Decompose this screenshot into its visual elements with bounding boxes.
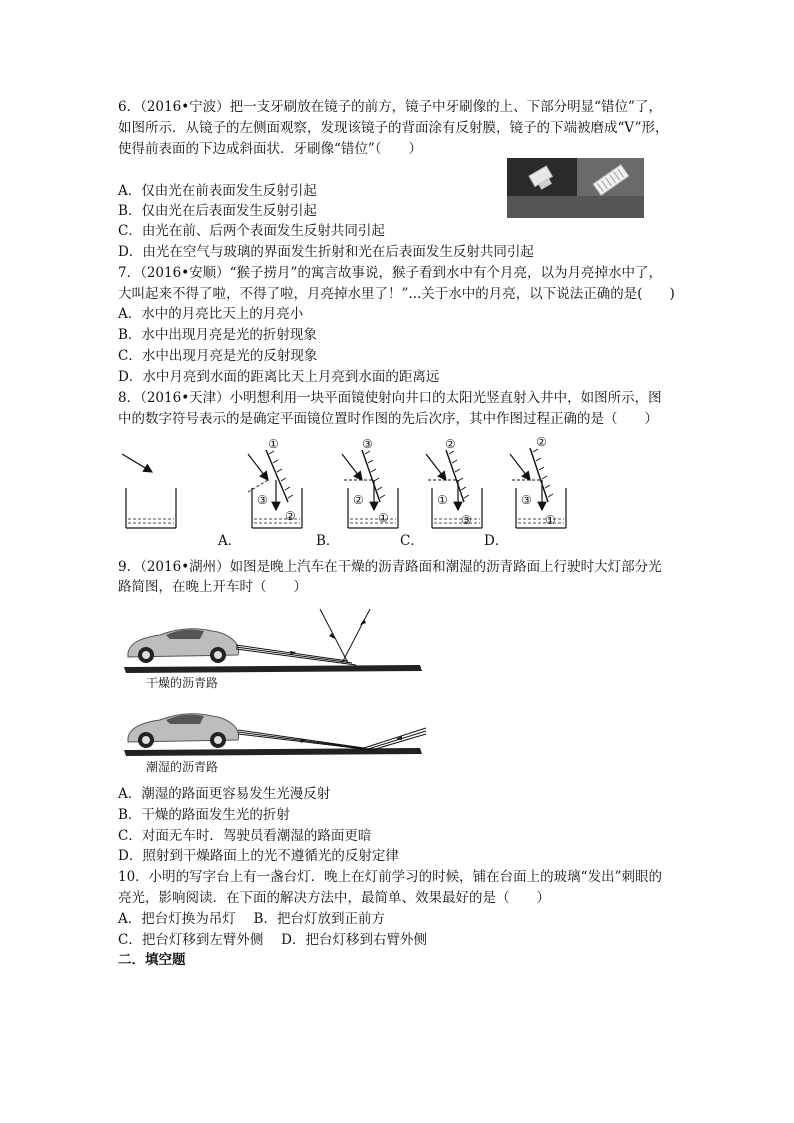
q8-line-2: 中的数字符号表示的是确定平面镜位置时作图的先后次序，其中作图过程正确的是（ ） <box>118 411 658 427</box>
q6-option-c: C．由光在前、后两个表面发生反射共同引起 <box>118 223 385 239</box>
q9-line-1: 9．（2016•湖州）如图是晚上汽车在干燥的沥青路面和潮湿的沥青路面上行驶时大灯部分光 <box>118 559 662 575</box>
q10-line-1: 10．小明的写字台上有一盏台灯．晚上在灯前学习的时候，铺在台面上的玻璃“发出”刺眼的 <box>118 869 662 885</box>
q9-option-c: C．对面无车时．驾驶员看潮湿的路面更暗 <box>118 828 372 844</box>
q8-label-d: D． <box>484 533 509 549</box>
caption-dry-road: 干燥的沥青路 <box>146 676 219 690</box>
q10-line-2: 亮光，影响阅读．在下面的解决方法中，最简单、效果最好的是（ ） <box>118 890 550 906</box>
car-icon <box>128 714 239 748</box>
q9-option-b: B．干燥的路面发生光的折射 <box>118 807 290 823</box>
q8-label-c: C． <box>400 533 424 549</box>
circled-a-2: ③ <box>257 493 268 507</box>
dry-road-figure <box>120 605 430 677</box>
q6-line-2: 如图所示．从镜子的左侧面观察，发现该镜子的背面涂有反射膜，镜子的下端被磨成“V”形， <box>118 120 669 136</box>
well-option-d <box>510 448 566 528</box>
car-icon <box>128 629 239 663</box>
q9-option-d: D．照射到干燥路面上的光不遵循光的反射定律 <box>118 848 399 864</box>
q8-label-a: A． <box>218 533 242 549</box>
well-mirror-figure <box>118 432 578 550</box>
q6-option-b: B．仅由光在后表面发生反射引起 <box>118 203 317 219</box>
q7-option-d: D．水中月亮到水面的距离比天上月亮到水面的距离远 <box>118 369 440 385</box>
circled-c-1: ② <box>445 437 456 451</box>
circled-b-2: ② <box>353 493 364 507</box>
circled-c-3: ③ <box>461 513 472 527</box>
q6-line-1: 6．（2016•宁波）把一支牙刷放在镜子的前方，镜子中牙刷像的上、下部分明显“错位”了， <box>118 99 662 115</box>
toothbrush-mirror-photo <box>507 158 644 218</box>
q6-option-d: D．由光在空气与玻璃的界面发生折射和光在后表面发生反射共同引起 <box>118 244 534 260</box>
well-original <box>122 454 176 528</box>
circled-b-1: ③ <box>362 437 373 451</box>
circled-d-3: ① <box>545 513 556 527</box>
circled-d-1: ② <box>536 435 547 449</box>
q8-label-b: B． <box>316 533 340 549</box>
wet-road-figure <box>120 702 430 762</box>
q7-option-b: B．水中出现月亮是光的折射现象 <box>118 327 317 343</box>
q6-line-3: 使得前表面的下边成斜面状．牙刷像“错位”（ ） <box>118 141 423 157</box>
q9-option-a: A．潮湿的路面更容易发生光漫反射 <box>118 786 331 802</box>
q9-line-2: 路简图，在晚上开车时（ ） <box>118 579 307 595</box>
circled-b-3: ① <box>378 511 389 525</box>
q7-line-2: 大叫起来不得了啦，不得了啦，月亮掉水里了！”...关于水中的月亮，以下说法正确的是( ) <box>118 286 675 302</box>
circled-c-2: ① <box>437 493 448 507</box>
circled-d-2: ③ <box>521 493 532 507</box>
well-option-b <box>342 450 398 528</box>
well-option-c <box>426 450 482 528</box>
q10-options-row-2: C．把台灯移到左臂外侧 D．把台灯移到右臂外侧 <box>118 932 427 948</box>
q7-line-1: 7．（2016•安顺）“猴子捞月”的寓言故事说，猴子看到水中有个月亮，以为月亮掉水中了， <box>118 265 662 281</box>
circled-a-1: ① <box>268 437 279 451</box>
circled-a-3: ② <box>285 509 296 523</box>
section-title: 二．填空题 <box>118 952 186 968</box>
q7-option-c: C．水中出现月亮是光的反射现象 <box>118 348 318 364</box>
q7-option-a: A．水中的月亮比天上的月亮小 <box>118 306 304 322</box>
q8-line-1: 8．（2016•天津）小明想利用一块平面镜使射向井口的太阳光竖直射入井中，如图所示，图 <box>118 390 662 406</box>
caption-wet-road: 潮湿的沥青路 <box>146 760 219 774</box>
q6-option-a: A．仅由光在前表面发生反射引起 <box>118 183 317 199</box>
q10-options-row-1: A．把台灯换为吊灯 B．把台灯放到正前方 <box>118 911 385 927</box>
